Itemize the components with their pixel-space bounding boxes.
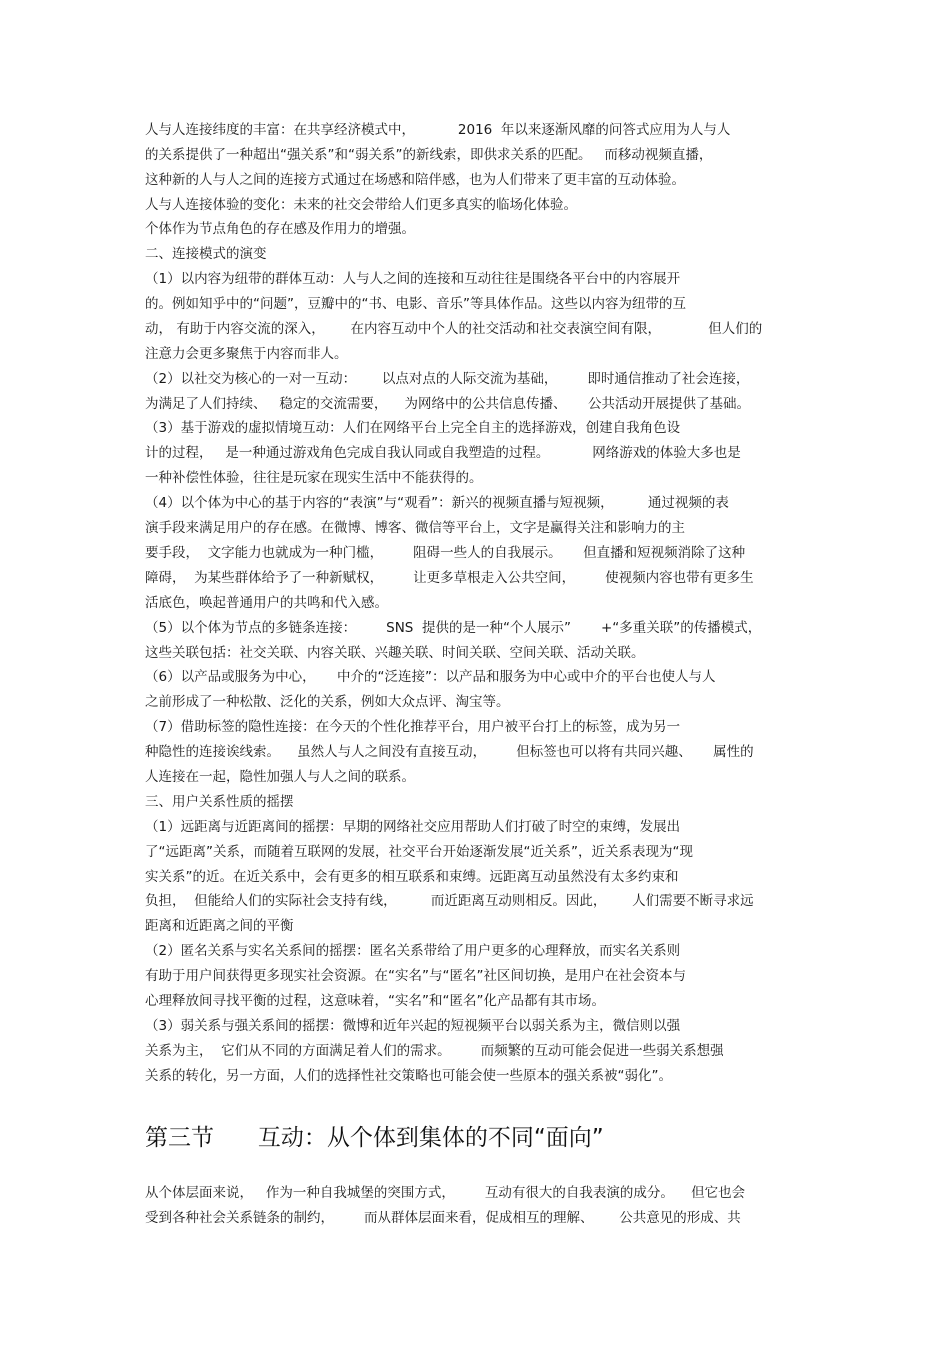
paragraph-line: 一种补偿性体验，往往是玩家在现实生活中不能获得的。 [145,470,483,486]
paragraph-line: 活底色，唤起普通用户的共鸣和代入感。 [145,595,388,611]
paragraph-line: （7）借助标签的隐性连接：在今天的个性化推荐平台，用户被平台打上的标签，成为另一 [145,719,681,735]
paragraph-line: 动， 有助于内容交流的深入， 在内容互动中个人的社交活动和社交表演空间有限， 但人们的 [145,321,763,337]
section-subheading: 二、连接模式的演变 [145,246,267,262]
paragraph-line: （4）以个体为中心的基于内容的“表演”与“观看”：新兴的视频直播与短视频， 通过视频的表 [145,495,729,511]
paragraph-line: （1）以内容为纽带的群体互动：人与人之间的连接和互动往往是围绕各平台中的内容展开 [145,271,681,287]
paragraph-line: 障碍， 为某些群体给予了一种新赋权， 让更多草根走入公共空间， 使视频内容也带有更多生 [145,570,754,586]
paragraph-line: 的。例如知乎中的“问题”，豆瓣中的“书、电影、音乐”等具体作品。这些以内容为纽带的互 [145,296,686,312]
paragraph-line: （2）匿名关系与实名关系间的摇摆：匿名关系带给了用户更多的心理释放，而实名关系则 [145,943,681,959]
paragraph-line: 距离和近距离之间的平衡 [145,918,294,934]
paragraph-line: 的关系提供了一种超出“强关系”和“弱关系”的新线索，即供求关系的匹配。 而移动视频直播， [145,147,713,163]
paragraph-line: 实关系”的近。在近关系中，会有更多的相互联系和束缚。远距离互动虽然没有太多约束和 [145,869,679,885]
paragraph-line: （1）远距离与近距离间的摇摆：早期的网络社交应用帮助人们打破了时空的束缚，发展出 [145,819,681,835]
paragraph-line: （6）以产品或服务为中心， 中介的“泛连接”：以产品和服务为中心或中介的平台也使人与人 [145,669,716,685]
paragraph-line: 人与人连接纬度的丰富：在共享经济模式中， 2016 年以来逐渐风靡的问答式应用为人与人 [145,122,731,138]
paragraph-line: 心理释放间寻找平衡的过程，这意味着，“实名”和“匿名”化产品都有其市场。 [145,993,605,1009]
paragraph-line: 关系为主， 它们从不同的方面满足着人们的需求。 而频繁的互动可能会促进一些弱关系想强 [145,1043,724,1059]
paragraph-line: 要手段， 文字能力也就成为一种门槛， 阻碍一些人的自我展示。 但直播和短视频消除了这种 [145,545,746,561]
paragraph-line: 负担， 但能给人们的实际社会支持有线， 而近距离互动则相反。因此， 人们需要不断寻求远 [145,893,754,909]
paragraph-line: 人连接在一起，隐性加强人与人之间的联系。 [145,769,415,785]
paragraph-line: 这些关联包括：社交关联、内容关联、兴趣关联、时间关联、空间关联、活动关联。 [145,645,645,661]
paragraph-line: 演手段来满足用户的存在感。在微博、博客、微信等平台上，文字是赢得关注和影响力的主 [145,520,685,536]
paragraph-line: 注意力会更多聚焦于内容而非人。 [145,346,348,362]
paragraph-line: （2）以社交为核心的一对一互动： 以点对点的人际交流为基础， 即时通信推动了社会连接， [145,371,750,387]
paragraph-line: 种隐性的连接诶线索。 虽然人与人之间没有直接互动， 但标签也可以将有共同兴趣、 属性的 [145,744,754,760]
paragraph-line: 个体作为节点角色的存在感及作用力的增强。 [145,221,415,237]
paragraph-line: （3）基于游戏的虚拟情境互动：人们在网络平台上完全自主的选择游戏，创建自我角色设 [145,420,681,436]
paragraph-line: （3）弱关系与强关系间的摇摆：微博和近年兴起的短视频平台以弱关系为主，微信则以强 [145,1018,681,1034]
paragraph-line: 受到各种社会关系链条的制约， 而从群体层面来看，促成相互的理解、 公共意见的形成、共 [145,1210,741,1226]
section-heading: 第三节 互动：从个体到集体的不同“面向” [145,1125,604,1151]
paragraph-line: （5）以个体为节点的多链条连接： SNS 提供的是一种“个人展示” +“多重关联”的传播模式， [145,620,762,636]
paragraph-line: 有助于用户间获得更多现实社会资源。在“实名”与“匿名”社区间切换，是用户在社会资本与 [145,968,686,984]
section-subheading: 三、用户关系性质的摇摆 [145,794,294,810]
paragraph-line: 这种新的人与人之间的连接方式通过在场感和陪伴感，也为人们带来了更丰富的互动体验。 [145,172,685,188]
paragraph-line: 关系的转化，另一方面，人们的选择性社交策略也可能会使一些原本的强关系被“弱化”。 [145,1068,672,1084]
paragraph-line: 从个体层面来说， 作为一种自我城堡的突围方式， 互动有很大的自我表演的成分。 但它也会 [145,1185,746,1201]
paragraph-line: 人与人连接体验的变化：未来的社交会带给人们更多真实的临场化体验。 [145,197,577,213]
paragraph-line: 为满足了人们持续、 稳定的交流需要， 为网络中的公共信息传播、 公共活动开展提供了基础。 [145,396,750,412]
paragraph-line: 了“远距离”关系，而随着互联网的发展，社交平台开始逐渐发展“近关系”，近关系表现为“现 [145,844,693,860]
paragraph-line: 之前形成了一种松散、泛化的关系，例如大众点评、淘宝等。 [145,694,510,710]
paragraph-line: 计的过程， 是一种通过游戏角色完成自我认同或自我塑造的过程。 网络游戏的体验大多也是 [145,445,741,461]
